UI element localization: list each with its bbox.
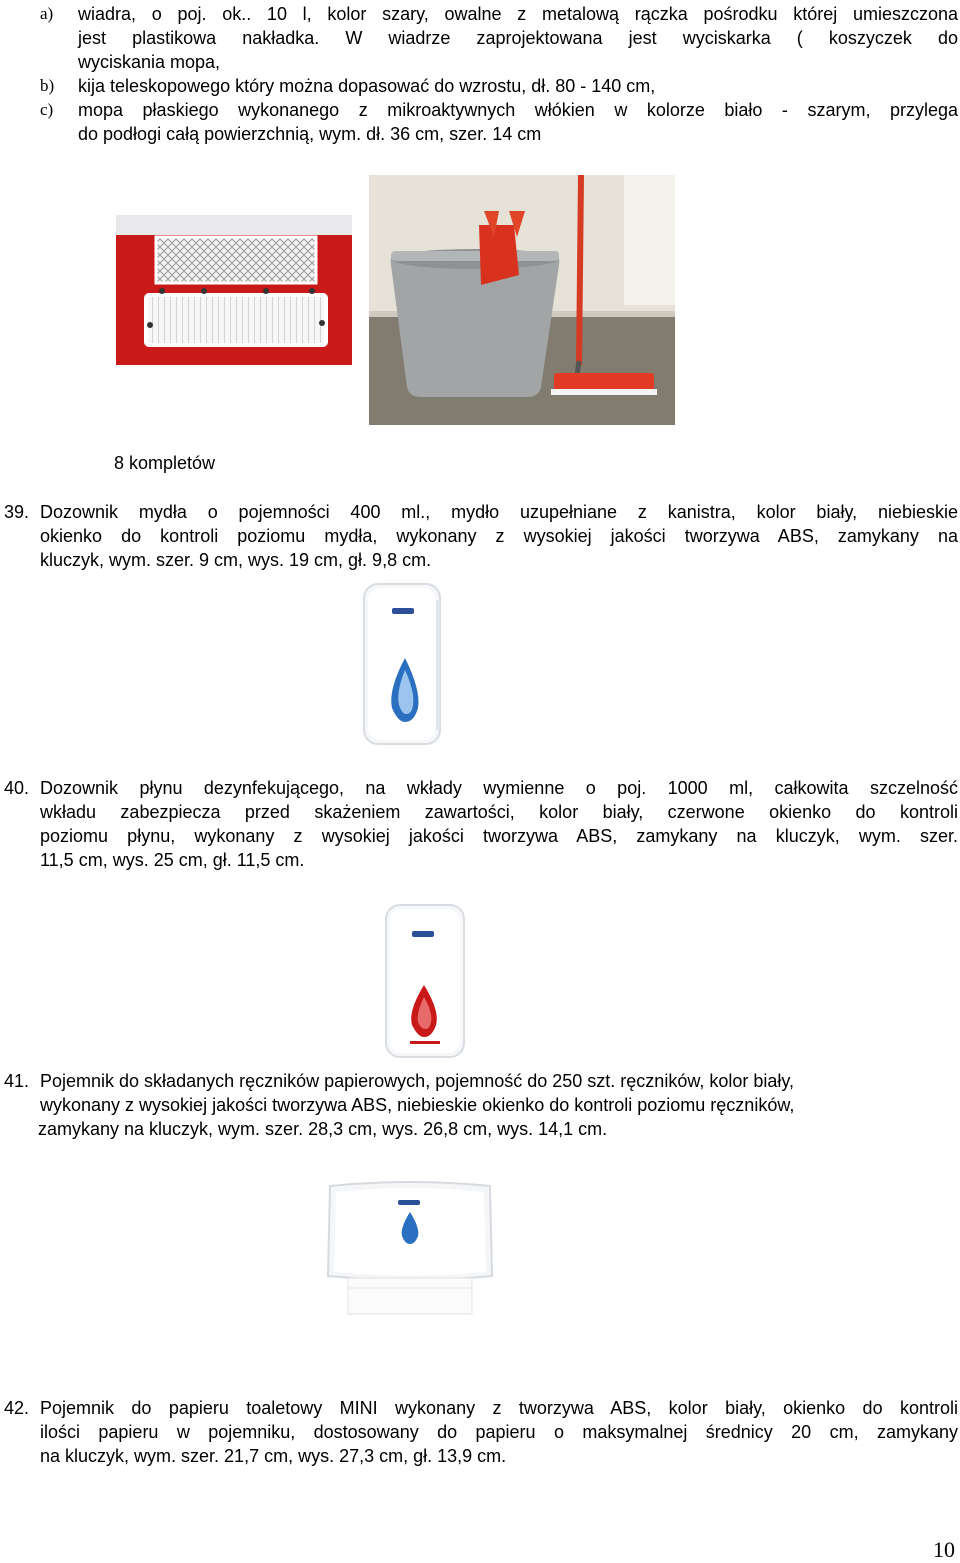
list-item-c-line2: do podłogi całą powierzchnią, wym. dł. 36 cm, szer. 14 cm	[78, 124, 542, 144]
item-41-line2: wykonany z wysokiej jakości tworzywa ABS, niebieskie okienko do kontroli poziomu ręczników,	[40, 1095, 795, 1115]
item-42-line1: Pojemnik do papieru toaletowy MINI wykonany z tworzywa ABS, kolor biały, okienko do kontroli	[40, 1398, 958, 1418]
list-marker-b: b)	[40, 76, 55, 95]
list-item-b-line1: kija teleskopowego który można dopasować do wzrostu, dł. 80 - 140 cm,	[78, 76, 656, 96]
list-item-a-line3: wyciskania mopa,	[78, 52, 221, 72]
item-40-number: 40.	[4, 778, 30, 798]
disinfectant-dispenser-photo	[382, 903, 468, 1061]
item-39-line1: Dozownik mydła o pojemności 400 ml., mydło uzupełniane z kanistra, kolor biały, niebieskie	[40, 502, 958, 522]
list-item-a-line2: jest plastikowa nakładka. W wiadrze zaprojektowana jest wyciskarka ( koszyczek do	[78, 28, 958, 48]
item-39-line3: kluczyk, wym. szer. 9 cm, wys. 19 cm, gł. 9,8 cm.	[40, 550, 432, 570]
sets-note: 8 kompletów	[114, 453, 216, 473]
list-marker-a: a)	[40, 4, 54, 23]
item-40-line1: Dozownik płynu dezynfekującego, na wkłady wymienne o poj. 1000 ml, całkowita szczelność	[40, 778, 958, 798]
item-39-line2: okienko do kontroli poziomu mydła, wykonany z wysokiej jakości tworzywa ABS, zamykany na	[40, 526, 958, 546]
towel-dispenser-photo	[326, 1180, 494, 1316]
list-item-c-line1: mopa płaskiego wykonanego z mikroaktywnych włókien w kolorze biało - szarym, przylega	[78, 100, 958, 120]
list-marker-c: c)	[40, 100, 54, 119]
item-41-number: 41.	[4, 1071, 30, 1091]
item-42-line3: na kluczyk, wym. szer. 21,7 cm, wys. 27,3 cm, gł. 13,9 cm.	[40, 1446, 507, 1466]
soap-dispenser-photo	[358, 580, 448, 750]
page-number: 10	[933, 1537, 955, 1562]
mop-pads-photo	[116, 215, 352, 365]
item-41-line3: zamykany na kluczyk, wym. szer. 28,3 cm, wys. 26,8 cm, wys. 14,1 cm.	[38, 1119, 608, 1139]
item-40-line3: poziomu płynu, wykonany z wysokiej jakości tworzywa ABS, zamykany na kluczyk, wym. szer.	[40, 826, 958, 846]
bucket-mop-photo	[369, 175, 675, 425]
item-41-line1: Pojemnik do składanych ręczników papierowych, pojemność do 250 szt. ręczników, kolor biały,	[40, 1071, 795, 1091]
item-42-line2: ilości papieru w pojemniku, dostosowany do papieru o maksymalnej średnicy 20 cm, zamykany	[40, 1422, 958, 1442]
item-40-line2: wkładu zabezpiecza przed skażeniem zawartości, kolor biały, czerwone okienko do kontroli	[40, 802, 958, 822]
item-39-number: 39.	[4, 502, 30, 522]
list-item-a-line1: wiadra, o poj. ok.. 10 l, kolor szary, owalne z metalową rączka pośrodku której umieszczona	[78, 4, 958, 24]
item-42-number: 42.	[4, 1398, 30, 1418]
item-40-line4: 11,5 cm, wys. 25 cm, gł. 11,5 cm.	[40, 850, 305, 870]
